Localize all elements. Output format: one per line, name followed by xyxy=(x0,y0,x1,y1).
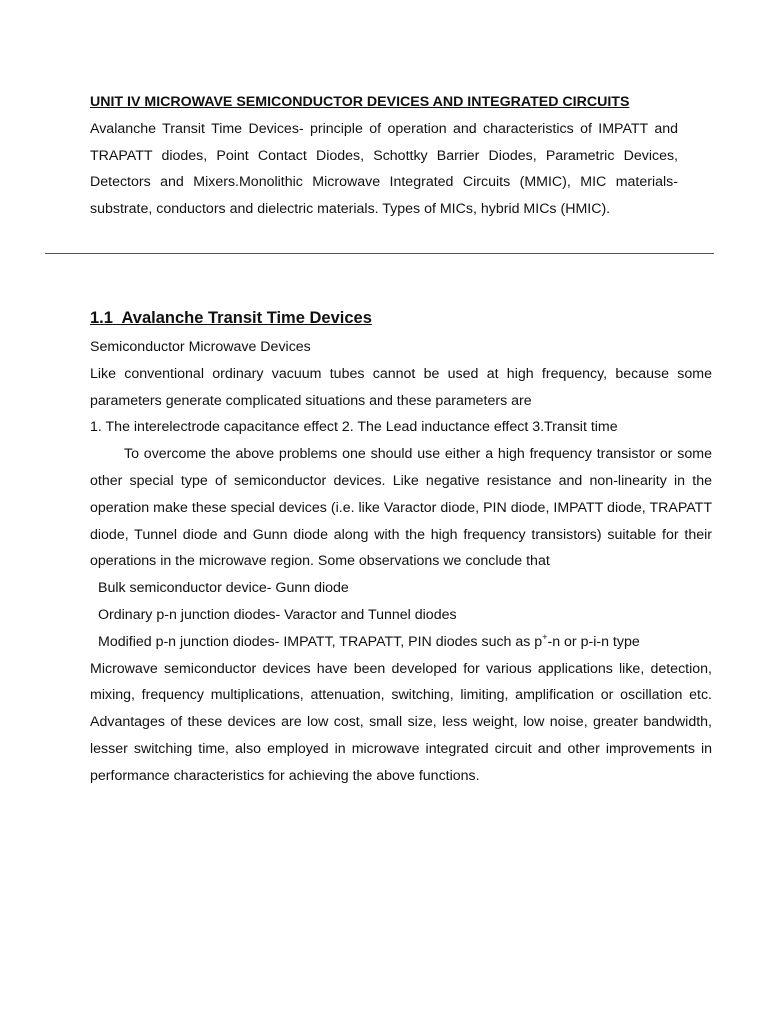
body-text xyxy=(90,334,712,790)
section-number: 1.1 xyxy=(90,309,113,327)
modified-text-start: Modified p-n junction diodes- IMPATT, TRAPATT, PIN diodes such as p xyxy=(98,633,543,650)
list-item-bulk: Bulk semiconductor device- Gunn diode xyxy=(98,580,349,597)
list-item-ordinary: Ordinary p-n junction diodes- Varactor and Tunnel diodes xyxy=(98,606,457,623)
modified-text-end: -n or p-i-n type xyxy=(547,633,640,650)
effects-line: 1. The interelectrode capacitance effect 2. The Lead inductance effect 3.Transit time xyxy=(90,419,618,436)
syllabus-paragraph: Avalanche Transit Time Devices- principle of operation and characteristics of IMPATT and TRAPATT diodes, Point Contact Diodes, Schottky Barrier Diodes, Parametric Devices, Detectors and Mixers.Monolithic Microwave Integrated Circuits (MMIC), MIC materials- substrate, conductors and dielectric materials. Types of MICs, hybrid MICs (HMIC). xyxy=(90,121,678,217)
list-item-modified xyxy=(90,629,712,656)
overcome-paragraph: To overcome the above problems one should use either a high frequency transistor or some other special type of semiconductor devices. Like negative resistance and non-linearity in the operation make these special devices (i.e. like Varactor diode, PIN diode, IMPATT diode, TRAPATT diode, Tunnel diode and Gunn diode along with the high frequency transistors) suitable for their operations in the microwave region. Some observations we conclude that xyxy=(90,446,712,570)
intro-paragraph: Like conventional ordinary vacuum tubes cannot be used at high frequency, because some parameters generate complicated situations and these parameters are xyxy=(90,365,712,409)
unit-heading: UNIT IV MICROWAVE SEMICONDUCTOR DEVICES AND INTEGRATED CIRCUITS xyxy=(90,94,630,110)
applications-paragraph: Microwave semiconductor devices have been developed for various applications like, detection, mixing, frequency multiplications, attenuation, switching, limiting, amplification or oscillation etc. Advantages of these devices are low cost, small size, less weight, low noise, greater bandwidth, lesser switching time, also employed in microwave integrated circuit and other improvements in performance characteristics for achieving the above functions. xyxy=(90,660,712,784)
section-title: Avalanche Transit Time Devices xyxy=(121,309,372,327)
modified-superscript: + xyxy=(542,631,548,642)
section-divider xyxy=(45,253,714,254)
section-heading xyxy=(90,306,372,330)
subtitle: Semiconductor Microwave Devices xyxy=(90,339,311,355)
